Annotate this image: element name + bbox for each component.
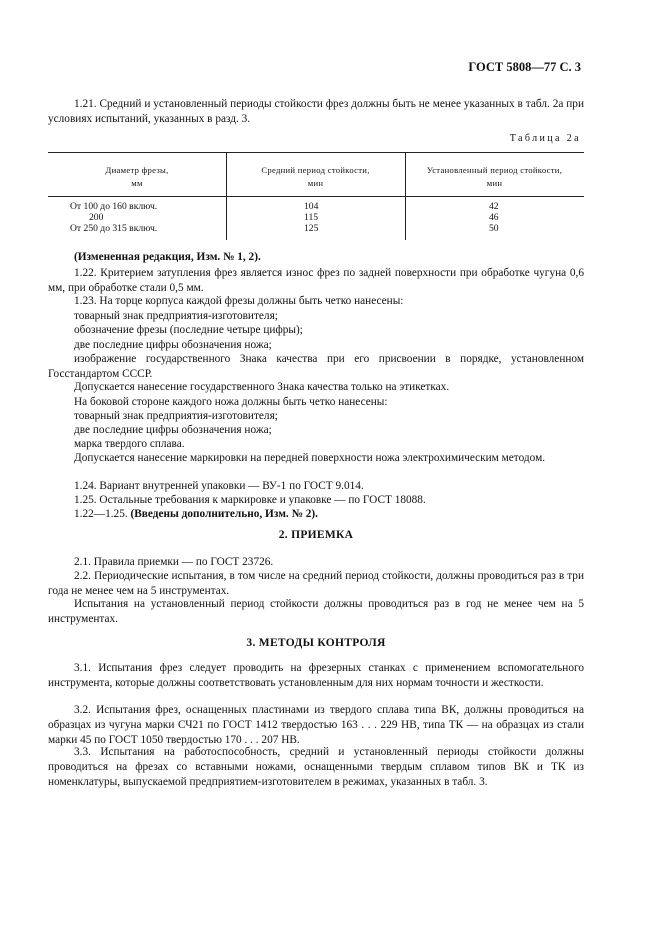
list-item: обозначение фрезы (последние четыре цифры); bbox=[74, 324, 303, 336]
list-item: На боковой стороне каждого ножа должны быть четко нанесены: bbox=[74, 396, 388, 408]
list-item: марка твердого сплава. bbox=[74, 438, 185, 450]
table-header-set-period: Установленный период стойкости, мин bbox=[426, 165, 563, 188]
durability-table bbox=[48, 152, 584, 240]
section-2-title: 2. ПРИЕМКА bbox=[278, 529, 354, 541]
list-item: две последние цифры обозначения ножа; bbox=[74, 339, 272, 351]
paragraph-3-2: 3.2. Испытания фрез, оснащенных пластинами из твердого сплава типа ВК, должны проводиться на образцах из чугуна марки СЧ21 по ГОСТ 1412 твердостью 163 . . . 229 НВ, типа ТК — на образцах из стали марки 45 по ГОСТ 1050 твердостью 170 . . . 207 НВ. bbox=[48, 704, 584, 746]
table-caption: Таблица 2а bbox=[509, 133, 581, 144]
table-row: 200 115 46 bbox=[89, 212, 499, 223]
table-row: От 100 до 160 включ. 104 42 bbox=[70, 201, 499, 212]
paragraph-1-22: 1.22. Критерием затупления фрез является износ фрез по задней поверхности при обработке чугуна 0,6 мм, при обработке стали 0,5 мм. bbox=[48, 267, 584, 294]
table-header-rule bbox=[48, 196, 584, 197]
section-3-title: 3. МЕТОДЫ КОНТРОЛЯ bbox=[246, 637, 386, 649]
changed-edition-note: (Измененная редакция, Изм. № 1, 2). bbox=[74, 251, 261, 263]
paragraph-2-1: 2.1. Правила приемки — по ГОСТ 23726. bbox=[74, 556, 274, 568]
table-top-rule bbox=[48, 152, 584, 153]
paragraph-1-22-1-25: 1.22—1.25. (Введены дополнительно, Изм. № 2). bbox=[74, 508, 318, 520]
paragraph-2-3: Испытания на установленный период стойкости должны проводиться раз в год не менее чем на 5 инструментах. bbox=[48, 598, 584, 625]
paragraph-3-1: 3.1. Испытания фрез следует проводить на фрезерных станках с применением вспомогательного инструмента, которые должны соответствовать установленным для них нормам точности и жесткости. bbox=[48, 662, 584, 689]
list-item: Допускается нанесение государственного Знака качества только на этикетках. bbox=[74, 381, 450, 393]
paragraph-1-21: 1.21. Средний и установленный периоды стойкости фрез должны быть не менее указанных в табл. 2а при условиях испытаний, указанных в разд. 3. bbox=[48, 98, 584, 125]
list-item: две последние цифры обозначения ножа; bbox=[74, 424, 272, 436]
table-header-diameter: Диаметр фрезы, мм bbox=[105, 165, 169, 188]
paragraph-2-2: 2.2. Периодические испытания, в том числе на средний период стойкости, должны проводиться раз в три года не менее чем на 5 инструментах. bbox=[48, 570, 584, 597]
list-item: изображение государственного Знака качества при его присвоении в порядке, установленном Госстандартом СССР. bbox=[48, 353, 584, 380]
list-item: товарный знак предприятия-изготовителя; bbox=[74, 310, 278, 322]
list-item: Допускается нанесение маркировки на передней поверхности ножа электрохимическим методом. bbox=[74, 452, 546, 464]
table-header-average-period: Средний период стойкости, мин bbox=[261, 165, 370, 188]
paragraph-1-23: 1.23. На торце корпуса каждой фрезы должны быть четко нанесены: bbox=[74, 295, 404, 307]
paragraph-1-24: 1.24. Вариант внутренней упаковки — ВУ-1 по ГОСТ 9.014. bbox=[74, 480, 364, 492]
page-header: ГОСТ 5808—77 С. 3 bbox=[468, 60, 581, 74]
paragraph-1-25: 1.25. Остальные требования к маркировке и упаковке — по ГОСТ 18088. bbox=[74, 494, 426, 506]
list-item: товарный знак предприятия-изготовителя; bbox=[74, 410, 278, 422]
paragraph-3-3: 3.3. Испытания на работоспособность, средний и установленный периоды стойкости должны проводиться на фрезах со вставными ножами, оснащенными твердым сплавом типов ВК и ТК из номенклатуры, выпускаемой предприятием-изготовителем в режимах, указанных в табл. 3. bbox=[48, 746, 584, 788]
table-row: От 250 до 315 включ. 125 50 bbox=[70, 223, 499, 234]
